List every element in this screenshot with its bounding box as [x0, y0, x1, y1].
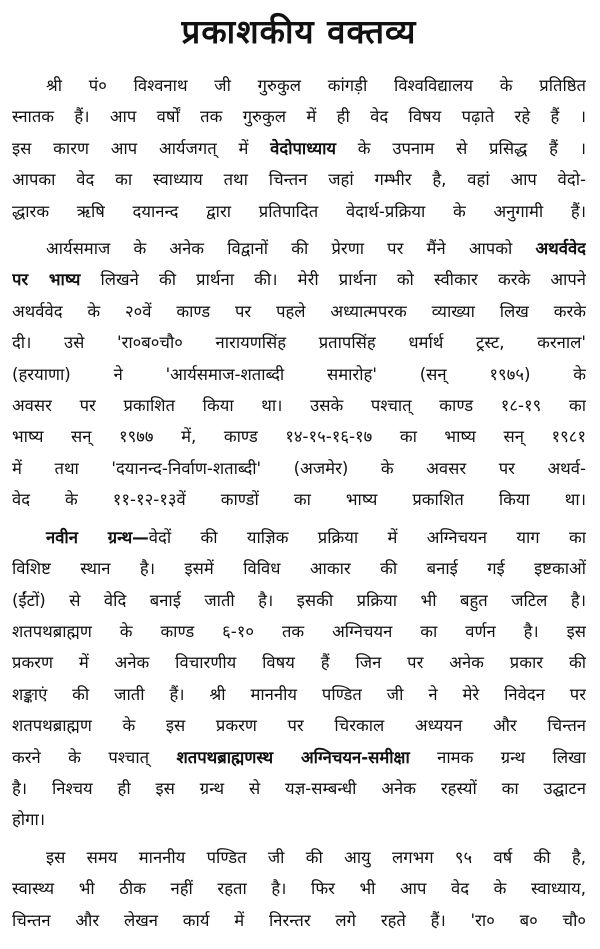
text-line: है। निश्चय ही इस ग्रन्थ से यज्ञ-सम्बन्धी अनेक रहस्यों का उद्घाटन [12, 778, 586, 798]
text-line [12, 233, 586, 264]
text-line [12, 742, 586, 773]
text-line: में तथा 'दयानन्द-निर्वाण-शताब्दी' (अजमेर) के अवसर पर अथर्व- [12, 458, 586, 478]
text-run: वेदों की याज्ञिक प्रक्रिया में अग्निचयन याग का [148, 527, 586, 547]
paragraph-1 [12, 70, 586, 227]
paragraph-3 [12, 522, 586, 836]
text-line: अथर्ववेद के २०वें काण्ड पर पहले अध्यात्मपरक व्याख्या लिख करके [12, 301, 586, 321]
text-line: होगा। [12, 810, 46, 830]
text-line: स्नातक हैं। आप वर्षों तक गुरुकुल में ही वेद विषय पढ़ाते रहे हैं । [12, 107, 586, 127]
text-run: इस कारण आप आर्यजगत् में [12, 138, 271, 158]
text-line: द्धारक ऋषि दयानन्द द्वारा प्रतिपादित वेदार्थ-प्रक्रिया के अनुगामी हैं। [12, 201, 586, 221]
text-line: इस समय माननीय पण्डित जी की आयु लगभग ९५ वर्ष की है, [46, 847, 586, 867]
text-line: शतपथब्राह्मण के इस प्रकरण पर चिरकाल अध्ययन और चिन्तन [12, 716, 586, 736]
bold-term: वेदोपाध्याय [270, 138, 337, 158]
text-line [12, 264, 586, 295]
bold-term: पर भाष्य [12, 270, 81, 290]
text-line: शतपथब्राह्मण के काण्ड ६-१० तक अग्निचयन का वर्णन है। इस [12, 621, 586, 641]
page-title: प्रकाशकीय वक्तव्य [181, 12, 417, 51]
text-line: वेद के ११-१२-१३वें काण्डों का भाष्य प्रकाशित किया था। [12, 490, 586, 510]
bold-term: शतपथब्राह्मणस्थ अग्निचयन-समीक्षा [176, 747, 410, 767]
text-line [12, 522, 586, 553]
text-line [12, 133, 586, 164]
text-line: प्रकरण में अनेक विचारणीय विषय हैं जिन पर अनेक प्रकार की [12, 653, 586, 673]
text-line: भाष्य सन् १९७७ में, काण्ड १४-१५-१६-१७ का भाष्य सन् १९८१ [12, 427, 586, 447]
paragraph-2 [12, 233, 586, 516]
text-line: स्वास्थ्य भी ठीक नहीं रहता है। फिर भी आप वेद के स्वाध्याय, [12, 879, 586, 899]
text-line: शङ्काएं की जाती हैं। श्री माननीय पण्डित जी ने मेरे निवेदन पर [12, 684, 586, 704]
text-line: दी। उसे 'रा०ब०चौ० नारायणसिंह प्रतापसिंह धर्मार्थ ट्रस्ट, करनाल' [12, 333, 586, 353]
text-line: आपका वेद का स्वाध्याय तथा चिन्तन जहां गम्भीर है, वहां आप वेदो- [12, 170, 586, 190]
bold-term: अथर्ववेद [535, 239, 586, 259]
text-line: विशिष्ट स्थान है। इसमें विविध आकार की बनाई गई इष्टकाओं [12, 559, 586, 579]
paragraph-4 [12, 842, 586, 936]
text-line: (ईंटों) से वेदि बनाई जाती है। इसकी प्रक्रिया भी बहुत जटिल है। [12, 590, 586, 610]
text-line: अवसर पर प्रकाशित किया था। उसके पश्चात् काण्ड १८-१९ का [12, 396, 586, 416]
bold-term: नवीन ग्रन्थ— [46, 527, 149, 547]
text-run: के उपनाम से प्रसिद्ध हैं । [336, 138, 586, 158]
text-run: नामक ग्रन्थ लिखा [409, 747, 586, 767]
text-line: (हरयाणा) ने 'आर्यसमाज-शताब्दी समारोह' (सन् १९७५) के [12, 364, 586, 384]
text-run: लिखने की प्रार्थना की। मेरी प्रार्थना को स्वीकार करके आपने [80, 270, 586, 290]
text-run: आर्यसमाज के अनेक विद्वानों की प्रेरणा पर मैंने आपको [46, 239, 536, 259]
text-line: चिन्तन और लेखन कार्य में निरन्तर लगे रहते हैं। 'रा० ब० चौ० [12, 910, 586, 930]
text-line: श्री पं० विश्वनाथ जी गुरुकुल कांगड़ी विश्वविद्यालय के प्रतिष्ठित [46, 76, 586, 95]
text-run: करने के पश्चात् [12, 747, 177, 767]
